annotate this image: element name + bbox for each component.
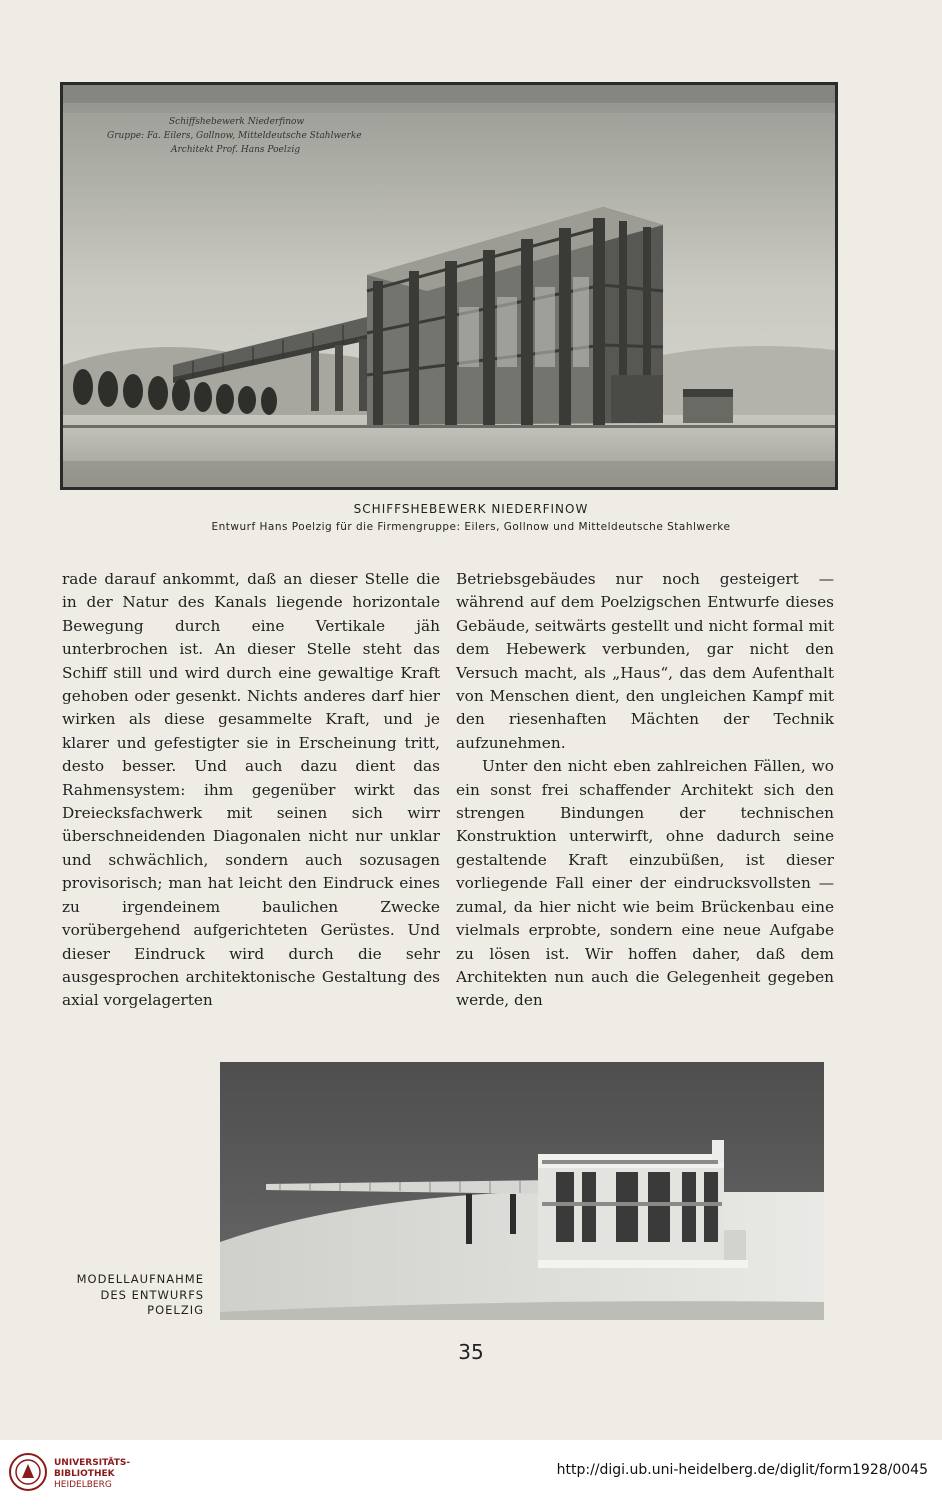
text-column-right bbox=[456, 568, 834, 1013]
handwritten-note-architect: Architekt Prof. Hans Poelzig bbox=[171, 145, 301, 155]
handwritten-note-group: Gruppe: Fa. Eilers, Gollnow, Mitteldeutsche Stahlwerke bbox=[107, 131, 362, 141]
library-name-line-3: HEIDELBERG bbox=[54, 1480, 112, 1490]
paragraph-right-1: Betriebsgebäudes nur noch gesteigert — während auf dem Poelzigschen Entwurfe dieses Gebäude, seitwärts gestellt und nicht formal mit dem Hebewerk verbunden, gar nicht den Versuch macht, als „Haus“, das dem Aufenthalt von Menschen dient, den ungleichen Kampf mit den riesenhaften Mächten der Technik aufzunehmen. bbox=[456, 570, 834, 752]
library-name-line-2: BIBLIOTHEK bbox=[54, 1469, 115, 1479]
figure-caption-subtitle: Entwurf Hans Poelzig für die Firmengruppe: Eilers, Gollnow und Mitteldeutsche Stahlwerke bbox=[211, 521, 731, 533]
figure-caption-title: SCHIFFSHEBEWERK NIEDERFINOW bbox=[353, 502, 589, 516]
model-photo-caption bbox=[40, 1272, 204, 1319]
photo-model-entwurf bbox=[220, 1062, 824, 1320]
text-column-left bbox=[62, 568, 440, 1013]
paragraph-left: rade darauf ankommt, daß an dieser Stelle die in der Natur des Kanals liegende horizontale Bewegung durch eine Vertikale jäh unterbrochen ist. An dieser Stelle steht das Schiff still und wird durch eine gewaltige Kraft gehoben oder gesenkt. Nichts anderes darf hier wirken als diese gesammelte Kraft, und je klarer und gefestigter sie in Erscheinung tritt, desto besser. Und auch dazu dient das Rahmensystem: ihm gegenüber wirkt das Dreiecksfachwerk mit seinen sich wirr überschneidenden Diagonalen nicht nur unklar und schwächlich, sondern auch sozusagen provisorisch; man hat leicht den Eindruck eines zu irgendeinem baulichen Zwecke vorübergehend aufgerichteten Gerüstes. Und dieser Eindruck wird durch die sehr ausgesprochen architektonische Gestaltung des axial vorgelagerten bbox=[62, 570, 440, 1010]
page-number: 35 bbox=[458, 1340, 484, 1364]
digitization-footer bbox=[0, 1440, 942, 1508]
model-caption-line-2: DES ENTWURFS bbox=[100, 1287, 204, 1302]
library-name bbox=[54, 1458, 130, 1491]
university-seal-icon bbox=[8, 1452, 48, 1492]
library-name-line-1: UNIVERSITÄTS- bbox=[54, 1458, 131, 1468]
illustration-schiffshebewerk-drawing bbox=[60, 82, 838, 490]
model-caption-line-1: MODELLAUFNAHME bbox=[76, 1272, 204, 1286]
model-caption-line-3: POELZIG bbox=[147, 1303, 204, 1317]
source-url-link[interactable]: http://digi.ub.uni-heidelberg.de/diglit/form1928/0045 bbox=[556, 1462, 928, 1478]
model-photo-artwork bbox=[220, 1062, 824, 1320]
handwritten-note-title: Schiffshebewerk Niederfinow bbox=[169, 117, 305, 127]
paragraph-right-2: Unter den nicht eben zahlreichen Fällen, wo ein sonst frei schaffender Architekt sich den strengen Bindungen der technischen Konstruktion unterwirft, ohne dadurch seine gestaltende Kraft einzubüßen, ist dieser vorliegende Fall einer der eindrucksvollsten — zumal, da hier nicht wie beim Brückenbau eine vielmals erprobte, sondern eine neue Aufgabe zu lösen ist. Wir hoffen daher, daß dem Architekten nun auch die Gelegenheit gegeben werde, den bbox=[456, 757, 834, 1010]
